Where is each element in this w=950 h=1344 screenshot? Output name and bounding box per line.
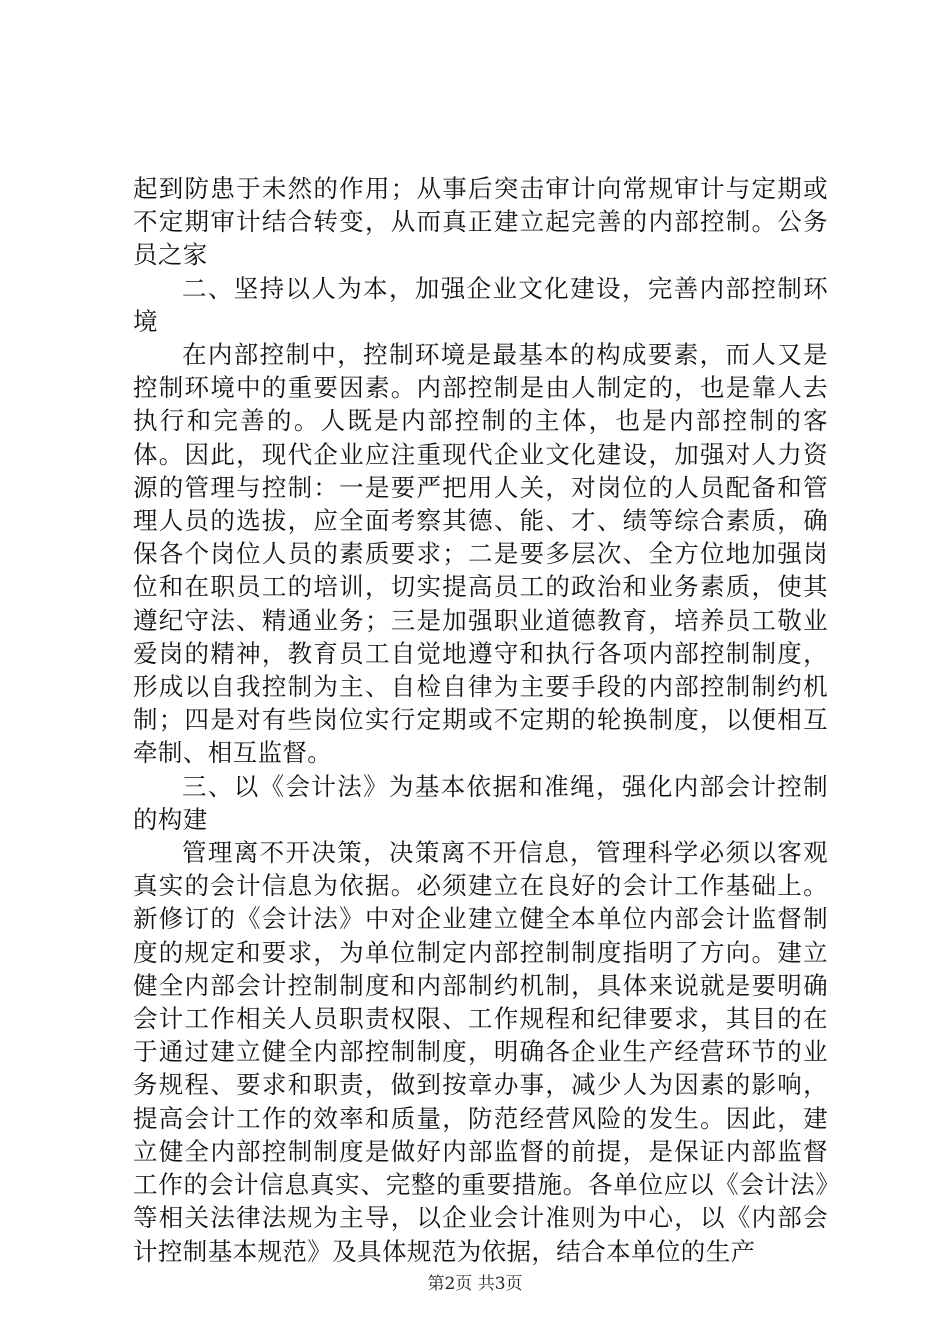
paragraph-accounting-law: 管理离不开决策，决策离不开信息，管理科学必须以客观真实的会计信息为依据。必须建立在良好的会计工作基础上。新修订的《会计法》中对企业建立健全本单位内部会计监督制度的规定和要求，为单位制定内部控制制度指明了方向。建立健全内部会计控制制度和内部制约机制，具体来说就是要明确会计工作相关人员职责权限、工作规程和纪律要求，其目的在于通过建立健全内部控制制度，明确各企业生产经营环节的业务规程、要求和职责，做到按章办事，减少人为因素的影响，提高会计工作的效率和质量，防范经营风险的发生。因此，建立健全内部控制制度是做好内部监督的前提，是保证内部监督工作的会计信息真实、完整的重要措施。各单位应以《会计法》等相关法律法规为主导，以企业会计准则为中心，以《内部会计控制基本规范》及具体规范为依据，结合本单位的生产	[133, 838, 828, 1266]
paragraph-continuation: 起到防患于未然的作用；从事后突击审计向常规审计与定期或不定期审计结合转变，从而真正建立起完善的内部控制。公务员之家	[133, 174, 828, 270]
section-heading-three: 三、以《会计法》为基本依据和准绳，强化内部会计控制的构建	[133, 771, 828, 834]
document-body	[133, 172, 828, 1268]
page-footer: 第2页 共3页	[427, 1274, 523, 1294]
section-heading-two: 二、坚持以人为本，加强企业文化建设，完善内部控制环境	[133, 273, 828, 336]
paragraph-control-environment: 在内部控制中，控制环境是最基本的构成要素，而人又是控制环境中的重要因素。内部控制是由人制定的，也是靠人去执行和完善的。人既是内部控制的主体，也是内部控制的客体。因此，现代企业应注重现代企业文化建设，加强对人力资源的管理与控制：一是要严把用人关，对岗位的人员配备和管理人员的选拔，应全面考察其德、能、才、绩等综合素质，确保各个岗位人员的素质要求；二是要多层次、全方位地加强岗位和在职员工的培训，切实提高员工的政治和业务素质，使其遵纪守法、精通业务；三是加强职业道德教育，培养员工敬业爱岗的精神，教育员工自觉地遵守和执行各项内部控制制度，形成以自我控制为主、自检自律为主要手段的内部控制制约机制；四是对有些岗位实行定期或不定期的轮换制度，以便相互牵制、相互监督。	[133, 340, 828, 768]
